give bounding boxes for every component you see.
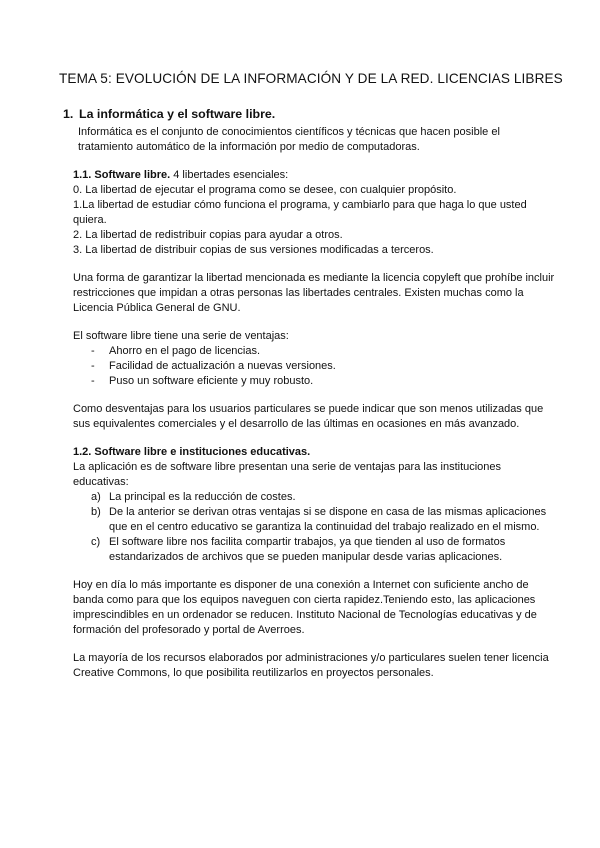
section11-heading-line bbox=[73, 167, 288, 183]
section1-number: 1. bbox=[63, 107, 74, 121]
section11-heading-rest: 4 libertades esenciales: bbox=[170, 169, 289, 181]
internet-paragraph-line: formación del profesorado y portal de Averroes. bbox=[73, 624, 305, 636]
freedom-item: 2. La libertad de redistribuir copias para ayudar a otros. bbox=[73, 229, 343, 241]
disadvantages-line: Como desventajas para los usuarios particulares se puede indicar que son menos utilizadas que bbox=[73, 403, 544, 415]
advantage-item: Ahorro en el pago de licencias. bbox=[109, 345, 261, 357]
section12-intro-line: La aplicación es de software libre presentan una serie de ventajas para las instituciones bbox=[73, 461, 502, 473]
freedom-item: 1.La libertad de estudiar cómo funciona el programa, y cambiarlo para que haga lo que usted bbox=[73, 199, 527, 211]
freedom-item: 3. La libertad de distribuir copias de sus versiones modificadas a terceros. bbox=[73, 244, 434, 256]
copyleft-paragraph-line: restricciones que impidan a otras personas las libertades centrales. Existen muchas como la bbox=[73, 287, 524, 299]
advantage-bullet: - bbox=[91, 360, 95, 372]
list-marker: a) bbox=[91, 491, 101, 503]
list-marker: b) bbox=[91, 506, 101, 518]
list-item-line: que en el centro educativo se garantiza la continuidad del trabajo realizado en el mismo. bbox=[109, 521, 540, 533]
freedom-item: 0. La libertad de ejecutar el programa como se desee, con cualquier propósito. bbox=[73, 184, 457, 196]
advantage-bullet: - bbox=[91, 375, 95, 387]
internet-paragraph-line: banda como para que los equipos naveguen con cierta rapidez.Teniendo esto, las aplicaciones bbox=[73, 594, 536, 606]
section11-heading: 1.1. Software libre. bbox=[73, 169, 171, 181]
advantage-item: Facilidad de actualización a nuevas versiones. bbox=[109, 360, 336, 372]
advantage-bullet: - bbox=[91, 345, 95, 357]
freedom-item: quiera. bbox=[73, 214, 107, 226]
copyleft-paragraph-line: Licencia Pública General de GNU. bbox=[73, 302, 241, 314]
creative-commons-line: Creative Commons, lo que posibilita reutilizarlos en proyectos personales. bbox=[73, 667, 434, 679]
list-item-line: La principal es la reducción de costes. bbox=[109, 491, 296, 503]
internet-paragraph-line: imprescindibles en un ordenador se reducen. Instituto Nacional de Tecnologías educativas y de bbox=[73, 609, 537, 621]
section12-heading: 1.2. Software libre e instituciones educativas. bbox=[73, 446, 311, 458]
copyleft-paragraph-line: Una forma de garantizar la libertad mencionada es mediante la licencia copyleft que prohíbe incluir bbox=[73, 272, 555, 284]
section1-heading: La informática y el software libre. bbox=[79, 107, 276, 121]
list-item-line: De la anterior se derivan otras ventajas si se dispone en casa de las mismas aplicaciones bbox=[109, 506, 547, 518]
list-item-line: El software libre nos facilita compartir trabajos, ya que tienden al uso de formatos bbox=[109, 536, 506, 548]
list-item-line: estandarizados de archivos que se pueden manipular desde varias aplicaciones. bbox=[109, 551, 503, 563]
advantages-intro: El software libre tiene una serie de ventajas: bbox=[73, 330, 289, 342]
document-title: TEMA 5: EVOLUCIÓN DE LA INFORMACIÓN Y DE LA RED. LICENCIAS LIBRES bbox=[59, 71, 563, 86]
internet-paragraph-line: Hoy en día lo más importante es disponer de una conexión a Internet con suficiente ancho de bbox=[73, 579, 529, 591]
creative-commons-line: La mayoría de los recursos elaborados por administraciones y/o particulares suelen tener licencia bbox=[73, 652, 549, 664]
section1-intro-line: Informática es el conjunto de conocimientos científicos y técnicas que hacen posible el bbox=[78, 126, 500, 138]
disadvantages-line: sus equivalentes comerciales y el desarrollo de las últimas en ocasiones en más avanzado. bbox=[73, 418, 520, 430]
section1-intro-line: tratamiento automático de la información por medio de computadoras. bbox=[78, 141, 420, 153]
section12-intro-line: educativas: bbox=[73, 476, 129, 488]
advantage-item: Puso un software eficiente y muy robusto. bbox=[109, 375, 314, 387]
list-marker: c) bbox=[91, 536, 101, 548]
